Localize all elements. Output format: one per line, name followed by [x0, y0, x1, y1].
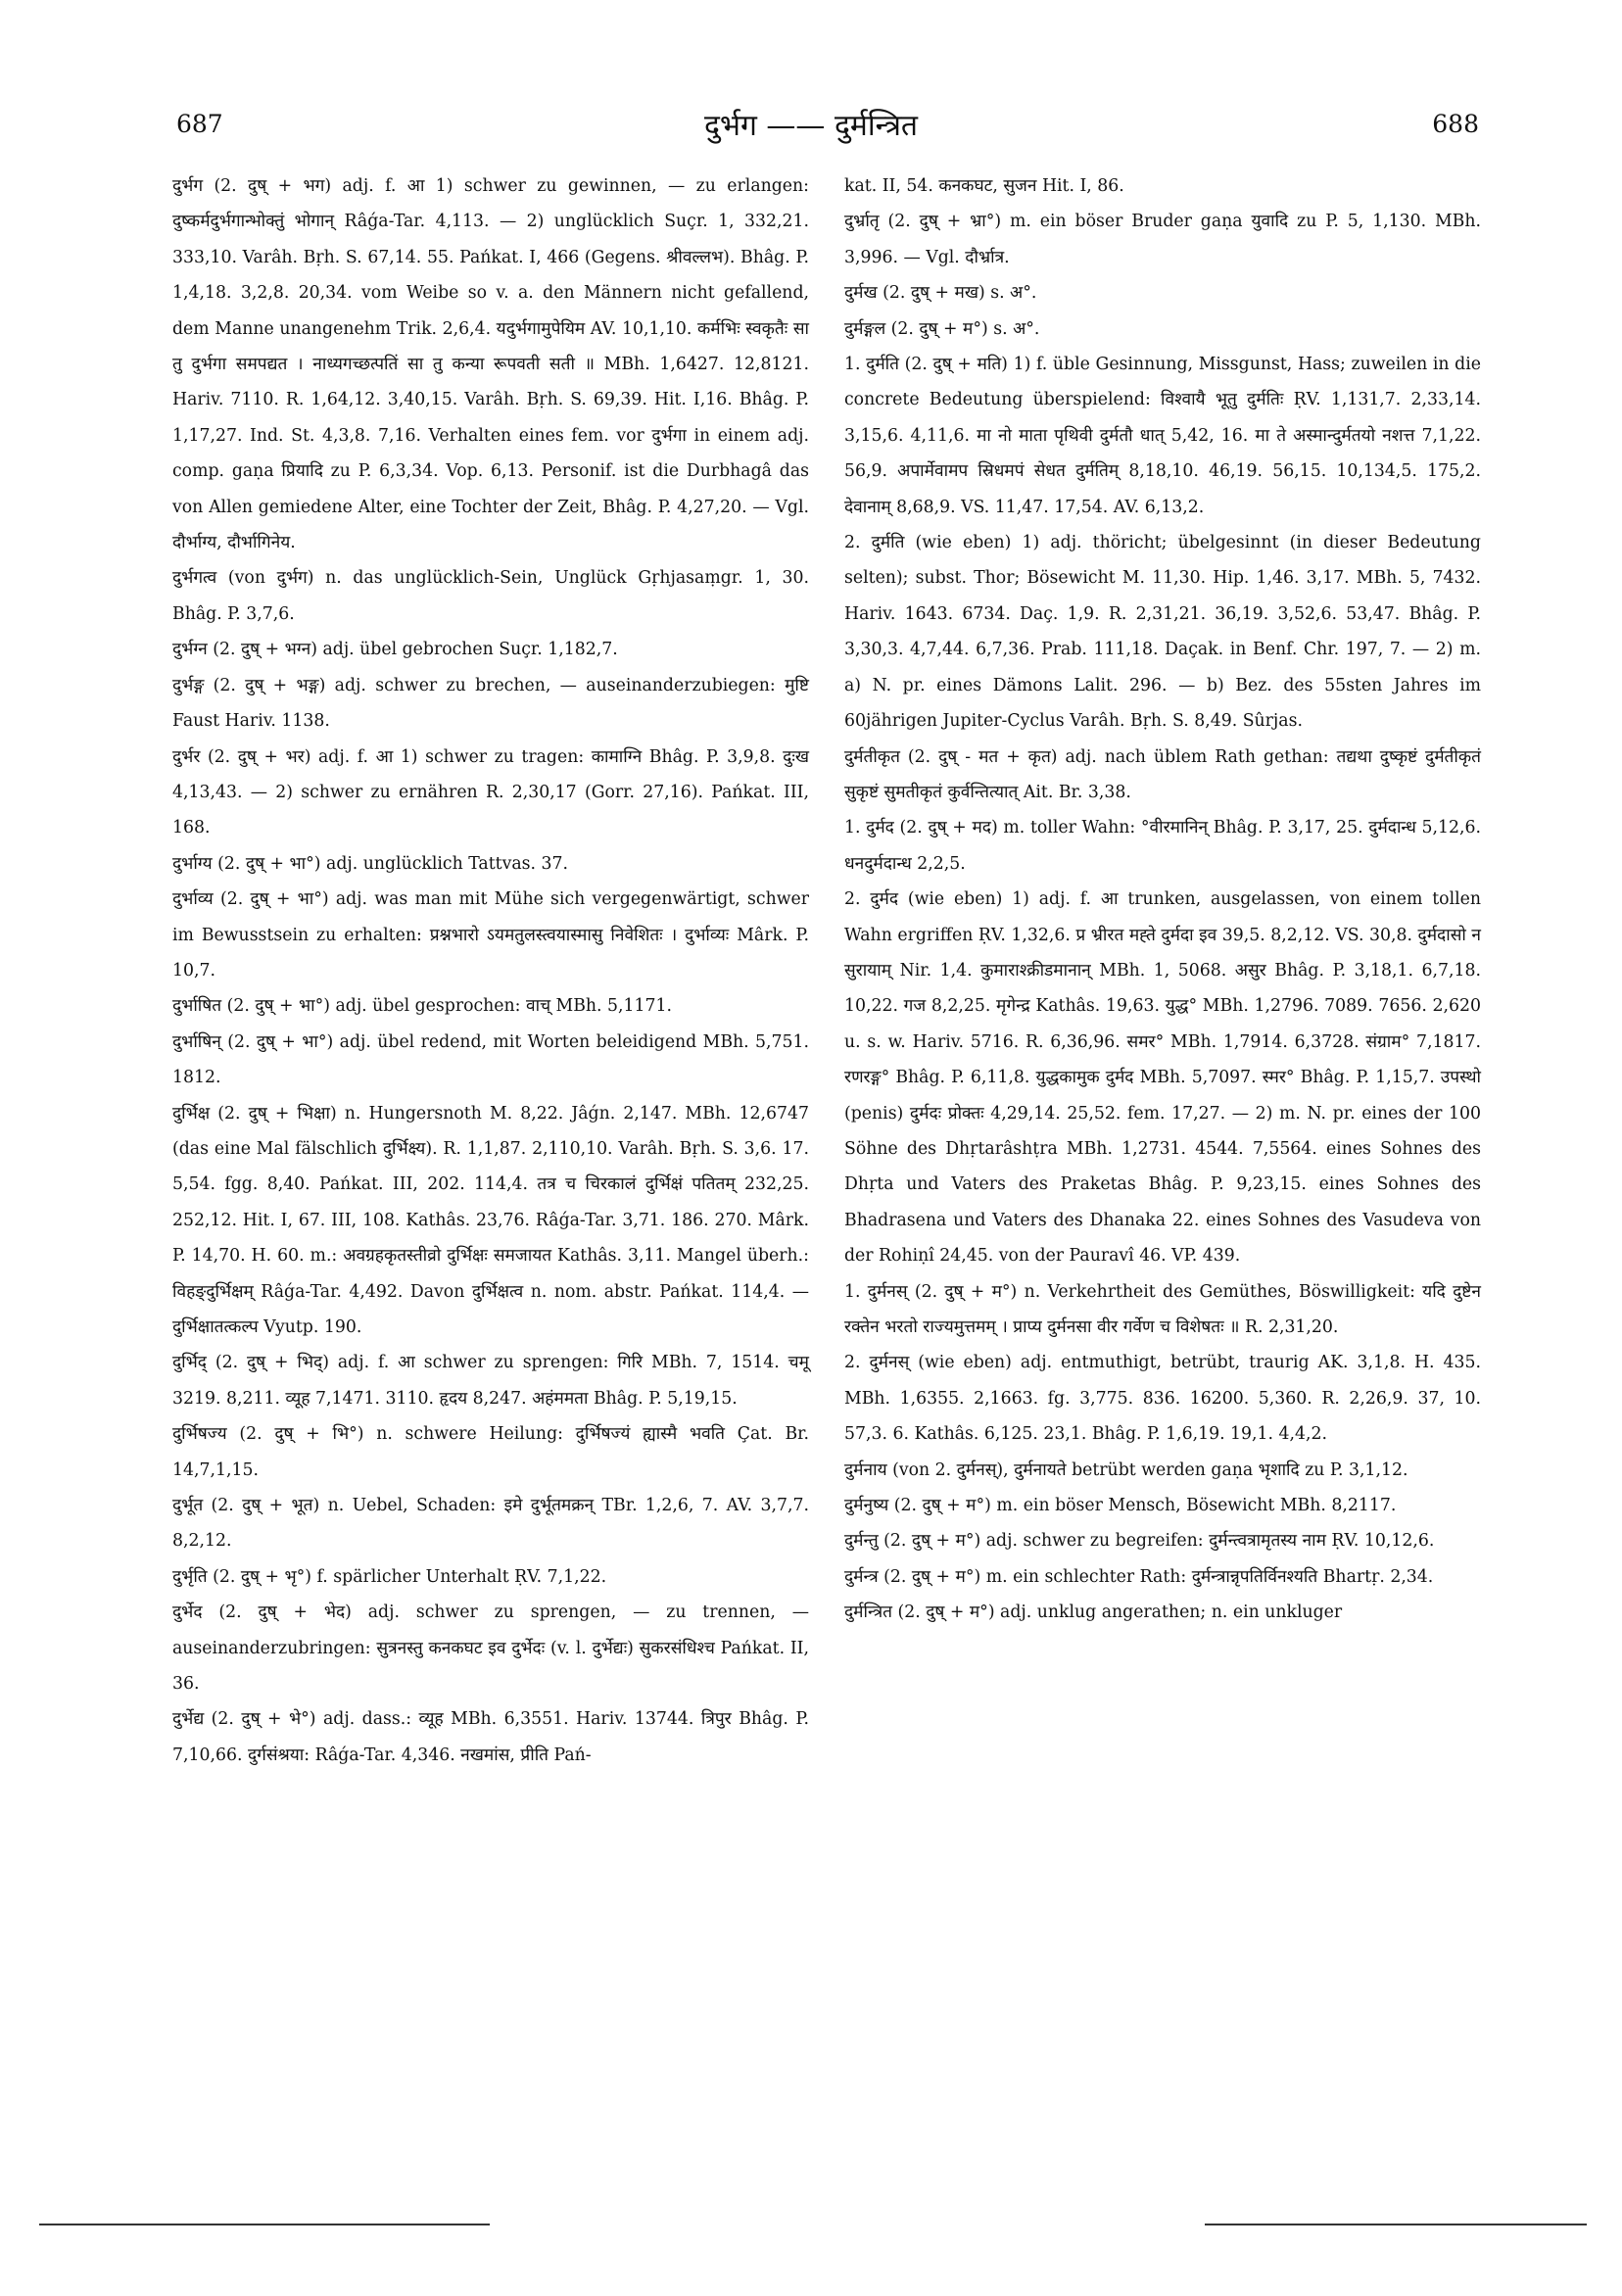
entry-durbhriti: दुर्भृति (2. दुष् + भृ°) f. spärlicher Unterhalt ṚV. 7,1,22. [172, 1566, 607, 1587]
entry-durmanas-2: 2. दुर्मनस् (wie eben) adj. entmuthigt, betrübt, traurig AK. 3,1,8. H. 435. MBh. 1,6355. 2,1663. fg. 3,775. 836. 16200. 5,360. R. 2,26,9. 37, 10. 57,3. 6. Kathâs. 6,125. 23,1. Bhâg. P. 1,6,19. 19,1. 4,4,2. [844, 1353, 1481, 1445]
page-number-right: 688 [1432, 110, 1479, 138]
entry-durbhagna: दुर्भग्न (2. दुष् + भग्न) adj. übel gebrochen Suçr. 1,182,7. [172, 640, 618, 660]
page-number-left: 687 [176, 110, 223, 138]
entry-durbhratri: दुर्भ्रातृ (2. दुष् + भ्रा°) m. ein böser Bruder gaṇa युवादि zu P. 5, 1,130. MBh. 3,996. — Vgl. दौर्भ्रात्र. [844, 212, 1481, 267]
entry-durmanas-1: 1. दुर्मनस् (2. दुष् + म°) n. Verkehrtheit des Gemüthes, Böswilligkeit: यदि दुष्टेन रक्तेन भरतो राज्यमुत्तमम् । प्राप्य दुर्मनसा वीर गर्वेण च विशेषतः ॥ R. 2,31,20. [844, 1281, 1481, 1337]
entry-durbhedya: दुर्भेद्य (2. दुष् + भे°) adj. dass.: व्यूह MBh. 6,3551. Hariv. 13744. त्रिपुर Bhâg. P. 7,10,66. दुर्गसंश्रया: Râǵa-Tar. 4,346. नखमांस, प्रीति Pań- [172, 1709, 809, 1765]
entry-durmanaya: दुर्मनाय (von 2. दुर्मनस्), दुर्मनायते betrübt werden gaṇa भृशादि zu P. 3,1,12. [844, 1459, 1408, 1480]
entry-durbhavya: दुर्भाव्य (2. दुष् + भा°) adj. was man mit Mühe sich vergegenwärtigt, schwer im Bewusstsein zu erhalten: प्रश्नभारो ऽयमतुलस्त्वयास्मासु निवेशितः । दुर्भाव्यः Mârk. P. 10,7. [172, 889, 809, 981]
entry-durbhashita: दुर्भाषित (2. दुष् + भा°) adj. übel gesprochen: वाच् MBh. 5,1171. [172, 996, 673, 1017]
entry-durmatikrita: दुर्मतीकृत (2. दुष् - मत + कृत) adj. nach üblem Rath gethan: तद्यथा दुष्कृष्टं दुर्मतीकृतं सुकृष्टं सुमतीकृतं कुर्वन्तित्यात् Ait. Br. 3,38. [844, 746, 1481, 802]
entry-durbhaga: दुर्भग (2. दुष् + भग) adj. f. आ 1) schwer zu gewinnen, — zu erlangen: दुष्कर्मदुर्भगान्भोक्तुं भोगान् Râǵa-Tar. 4,113. — 2) unglücklich Suçr. 1, 332,21. 333,10. Varâh. Bṛh. S. 67,14. 55. Pańkat. I, 466 (Gegens. श्रीवल्लभ). Bhâg. P. 1,4,18. 3,2,8. 20,34. vom Weibe so v. a. den Männern nicht gefallend, dem Manne unangenehm Trik. 2,6,4. यदुर्भगामुपेयिम AV. 10,1,10. कर्मभिः स्वकृतैः सा तु दुर्भगा समपद्यत । नाध्यगच्छत्पतिं सा तु कन्या रूपवती सती ॥ MBh. 1,6427. 12,8121. Hariv. 7110. R. 1,64,12. 3,40,15. Varâh. Bṛh. S. 69,39. Hit. I,16. Bhâg. P. 1,17,27. Ind. St. 4,3,8. 7,16. Verhalten eines fem. vor दुर्भगा in einem adj. comp. gaṇa प्रियादि zu P. 6,3,34. Vop. 6,13. Personif. ist die Durbhagâ das von Allen gemiedene Alter, eine Tochter der Zeit, Bhâg. P. 4,27,20. — Vgl. दौर्भाग्य, दौर्भागिनेय. [172, 176, 809, 553]
entry-durbhanga: दुर्भङ्ग (2. दुष् + भङ्ग) adj. schwer zu brechen, — auseinanderzubiegen: मुष्टि Faust Hariv. 1138. [172, 675, 809, 732]
entry-durbhashin: दुर्भाषिन् (2. दुष् + भा°) adj. übel redend, mit Worten beleidigend MBh. 5,751. 1812. [172, 1031, 809, 1088]
entry-durmada-2: 2. दुर्मद (wie eben) 1) adj. f. आ trunken, ausgelassen, von einem tollen Wahn ergriffen ṚV. 1,32,6. प्र भ्रीरत मह्ते दुर्मदा इव 39,5. 8,2,12. VS. 30,8. दुर्मदासो न सुरायाम् Nir. 1,4. कुमाराश्क्रीडमानान् MBh. 1, 5068. असुर Bhâg. P. 3,18,1. 6,7,18. 10,22. गज 8,2,25. मृगेन्द्र Kathâs. 19,63. युद्ध° MBh. 1,2796. 7089. 7656. 2,620 u. s. w. Hariv. 5716. R. 6,36,96. समर° MBh. 1,7914. 6,3728. संग्राम° 7,1817. रणरङ्ग° Bhâg. P. 6,11,8. युद्धकामुक दुर्मद MBh. 5,7097. स्मर° Bhâg. P. 1,15,7. उपस्थो (penis) दुर्मदः प्रोक्तः 4,29,14. 25,52. fem. 17,27. — 2) m. N. pr. eines der 100 Söhne des Dhṛtarâshṭra MBh. 1,2731. 4544. 7,5564. eines Sohnes des Dhṛta und Vaters des Praketas Bhâg. P. 9,23,15. eines Sohnes des Bhadrasena und Vaters des Dhanaka 22. eines Sohnes des Vasudeva von der Rohiṇî 24,45. von der Pauravî 46. VP. 439. [844, 889, 1481, 1267]
running-head: दुर्भग —— दुर्मन्त्रित [703, 109, 919, 143]
entry-durmantrita: दुर्मन्त्रित (2. दुष् + म°) adj. unklug angerathen; n. ein unkluger [844, 1602, 1343, 1623]
entry-durmati-2: 2. दुर्मति (wie eben) 1) adj. thöricht; übelgesinnt (in dieser Bedeutung selten); subst. Thor; Bösewicht M. 11,30. Hip. 1,46. 3,17. MBh. 5, 7432. Hariv. 1643. 6734. Daç. 1,9. R. 2,31,21. 36,19. 3,52,6. 53,47. Bhâg. P. 3,30,3. 4,7,44. 6,7,36. Prab. 111,18. Daçak. in Benf. Chr. 197, 7. — 2) m. a) N. pr. eines Dämons Lalit. 296. — b) Bez. des 55sten Jahres im 60jährigen Jupiter-Cyclus Varâh. Bṛh. S. 8,49. Sûrjas. [844, 533, 1481, 732]
entry-durmakha: दुर्मख (2. दुष् + मख) s. अ°. [844, 283, 1037, 304]
bottom-rule-right [1205, 2224, 1587, 2225]
entry-durbhid: दुर्भिद् (2. दुष् + भिद्) adj. f. आ schwer zu sprengen: गिरि MBh. 7, 1514. चमू 3219. 8,211. व्यूह 7,1471. 3110. हृदय 8,247. अहंममता Bhâg. P. 5,19,15. [172, 1353, 809, 1409]
entry-durbhiksha: दुर्भिक्ष (2. दुष् + भिक्षा) n. Hungersnoth M. 8,22. Jâǵn. 2,147. MBh. 12,6747 (das eine Mal fälschlich दुर्भिक्ष्य). R. 1,1,87. 2,110,10. Varâh. Bṛh. S. 3,6. 17. 5,54. fgg. 8,40. Pańkat. III, 202. 114,4. तत्र च चिरकालं दुर्भिक्षं पतितम् 232,25. 252,12. Hit. I, 67. III, 108. Kathâs. 23,76. Râǵa-Tar. 3,71. 186. 270. Mârk. P. 14,70. H. 60. m.: अवग्रहकृतस्तीव्रो दुर्भिक्षः समजायत Kathâs. 3,11. Mangel überh.: विहङ्दुर्भिक्षम् Râǵa-Tar. 4,492. Davon दुर्भिक्षत्व n. nom. abstr. Pańkat. 114,4. — दुर्भिक्षातत्कल्प Vyutp. 190. [172, 1103, 809, 1337]
entry-durbhishajya: दुर्भिषज्य (2. दुष् + भि°) n. schwere Heilung: दुर्भिषज्यं ह्यास्मै भवति Çat. Br. 14,7,1,15. [172, 1424, 809, 1480]
entry-durbhagya: दुर्भाग्य (2. दुष् + भा°) adj. unglücklich Tattvas. 37. [172, 853, 569, 874]
bottom-rule-left [39, 2224, 490, 2225]
entry-durbhagatva: दुर्भगत्व (von दुर्भग) n. das unglücklich-Sein, Unglück Gṛhjasaṃgr. 1, 30. Bhâg. P. 3,7,6. [172, 568, 809, 624]
left-column [172, 168, 809, 1773]
entry-durmada-1: 1. दुर्मद (2. दुष् + मद) m. toller Wahn: °वीरमानिन् Bhâg. P. 3,17, 25. दुर्मदान्ध 5,12,6. धनदुर्मदान्ध 2,2,5. [844, 818, 1481, 874]
entry-continuation: kat. II, 54. कनकघट, सुजन Hit. I, 86. [844, 176, 1124, 196]
entry-durmanushya: दुर्मनुष्य (2. दुष् + म°) m. ein böser Mensch, Bösewicht MBh. 8,2117. [844, 1496, 1397, 1516]
entry-durmangala: दुर्मङ्गल (2. दुष् + म°) s. अ°. [844, 318, 1040, 339]
entry-durmantra: दुर्मन्त्र (2. दुष् + म°) m. ein schlechter Rath: दुर्मन्त्रान्नृपतिर्विनश्यति Bhartṛ. 2,34. [844, 1566, 1434, 1587]
entry-durmantu: दुर्मन्तु (2. दुष् + म°) adj. schwer zu begreifen: दुर्मन्त्वत्रामृतस्य नाम ṚV. 10,12,6. [844, 1531, 1435, 1552]
entry-durmati-1: 1. दुर्मति (2. दुष् + मति) 1) f. üble Gesinnung, Missgunst, Hass; zuweilen in die concrete Bedeutung überspielend: विश्वायै भूतु दुर्मतिः ṚV. 1,131,7. 2,33,14. 3,15,6. 4,11,6. मा नो माता पृथिवी दुर्मतौ धात् 5,42, 16. मा ते अस्मान्दुर्मतयो नशत्त 7,1,22. 56,9. अपार्मेवामप स्रिधमपं सेधत दुर्मतिम् 8,18,10. 46,19. 56,15. 10,134,5. 175,2. देवानाम् 8,68,9. VS. 11,47. 17,54. AV. 6,13,2. [844, 355, 1481, 517]
right-column [844, 168, 1481, 1631]
entry-durbhuta: दुर्भूत (2. दुष् + भूत) n. Uebel, Schaden: इमे दुर्भूतमक्रन् TBr. 1,2,6, 7. AV. 3,7,7. 8,2,12. [172, 1496, 809, 1552]
entry-durbhara: दुर्भर (2. दुष् + भर) adj. f. आ 1) schwer zu tragen: कामाग्नि Bhâg. P. 3,9,8. दुःख 4,13,43. — 2) schwer zu ernähren R. 2,30,17 (Gorr. 27,16). Pańkat. III, 168. [172, 746, 809, 838]
entry-durbheda: दुर्भेद (2. दुष् + भेद) adj. schwer zu sprengen, — zu trennen, — auseinanderzubringen: सुत्रनस्तु कनकघट इव दुर्भेदः (v. l. दुर्भेद्यः) सुकरसंधिश्च Pańkat. II, 36. [172, 1602, 809, 1695]
